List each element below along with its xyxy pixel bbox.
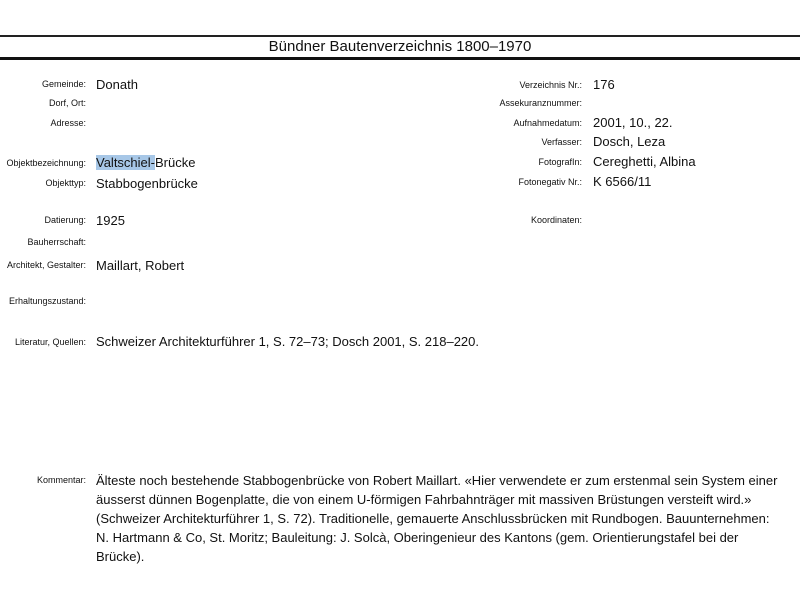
bauherrschaft-label: Bauherrschaft: — [27, 237, 86, 247]
objekttyp-value: Stabbogenbrücke — [96, 176, 198, 191]
gemeinde-value: Donath — [96, 77, 138, 92]
header-rule-bottom — [0, 57, 800, 60]
objektbezeichnung-rest: Brücke — [155, 155, 196, 170]
literatur-label: Literatur, Quellen: — [14, 337, 86, 347]
selected-text[interactable]: Valtschiel- — [96, 155, 156, 170]
verfasser-label: Verfasser: — [541, 137, 582, 147]
koordinaten-label: Koordinaten: — [530, 215, 582, 225]
datierung-value: 1925 — [96, 213, 125, 228]
fotografin-label: FotografIn: — [538, 157, 582, 167]
objektbezeichnung-label: Objektbezeichnung: — [6, 158, 86, 168]
verzeichnis-nr-label: Verzeichnis Nr.: — [519, 80, 582, 90]
verzeichnis-nr-value: 176 — [593, 77, 615, 92]
erhaltungszustand-label: Erhaltungszustand: — [8, 296, 86, 306]
fotonegativ-label: Fotonegativ Nr.: — [518, 177, 582, 187]
datierung-label: Datierung: — [44, 215, 86, 225]
literatur-value: Schweizer Architekturführer 1, S. 72–73; Dosch 2001, S. 218–220. — [96, 334, 480, 349]
kommentar-text: Älteste noch bestehende Stabbogenbrücke von Robert Maillart. «Hier verwendete er zum erstenmal sein System einer äusserst dünnen Bogenplatte, die von einem U-förmigen Fahrbahnträger mit massiven Brüstungen versteift wird.» (Schweizer Architekturführer 1, S. 72). Traditionelle, gemauerte Anschlussbrücken mit Rundbogen. Bauunternehmen: N. Hartmann & Co, St. Moritz; Bauleitung: J. Solcà, Oberingenieur des Kantons (gem. Orientierungstafel bei der Brücke). — [96, 473, 778, 564]
aufnahmedatum-label: Aufnahmedatum: — [513, 118, 582, 128]
adresse-label: Adresse: — [50, 118, 86, 128]
fotografin-value: Cereghetti, Albina — [593, 154, 696, 169]
objekttyp-label: Objekttyp: — [45, 178, 86, 188]
gemeinde-label: Gemeinde: — [41, 79, 86, 89]
document-title: Bündner Bautenverzeichnis 1800–1970 — [268, 38, 532, 55]
dorf-label: Dorf, Ort: — [48, 98, 86, 108]
fotonegativ-value: K 6566/11 — [593, 174, 652, 189]
architekt-label: Architekt, Gestalter: — [6, 260, 86, 270]
assekuranznummer-label: Assekuranznummer: — [499, 98, 582, 108]
aufnahmedatum-value: 2001, 10., 22. — [593, 115, 673, 130]
verfasser-value: Dosch, Leza — [593, 134, 666, 149]
architekt-value: Maillart, Robert — [96, 258, 185, 273]
kommentar-label: Kommentar: — [36, 475, 86, 485]
